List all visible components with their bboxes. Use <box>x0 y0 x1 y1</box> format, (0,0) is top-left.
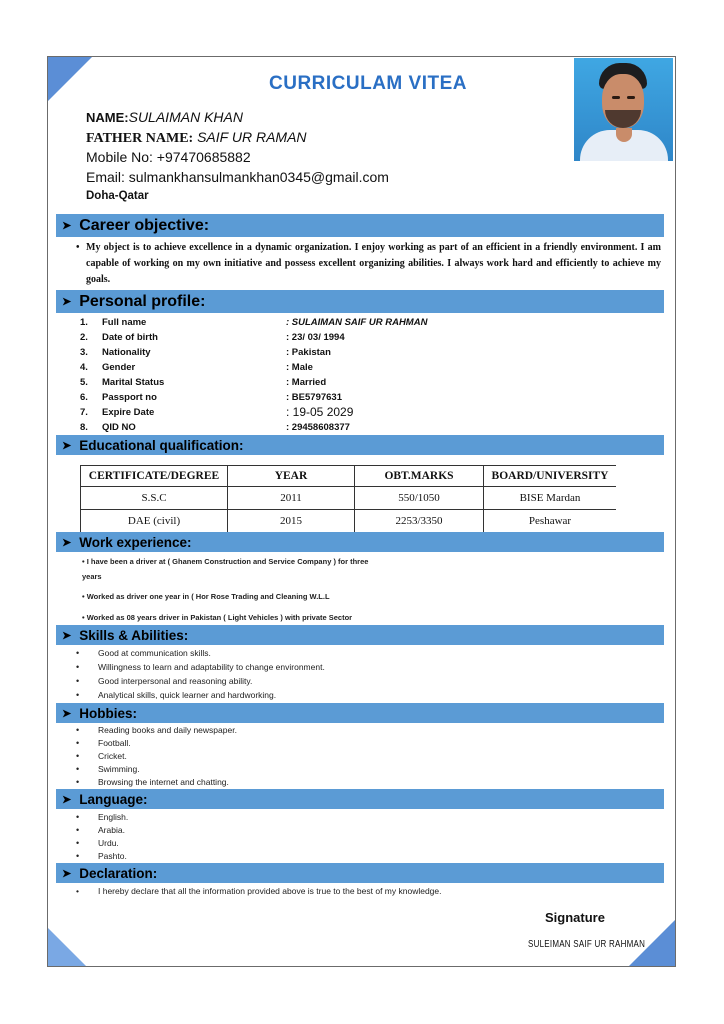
profile-row: 5. Marital Status : Married <box>80 377 327 388</box>
education-table <box>80 465 616 533</box>
section-work-experience: ➤ Work experience: <box>56 532 664 552</box>
profile-row: 8. QID NO : 29458608377 <box>80 422 350 433</box>
profile-row: 6. Passport no : BE5797631 <box>80 392 342 403</box>
career-objective-text: • My object is to achieve excellence in a dynamic organization. I enjoy working as part of an efficient in a friendly environment. I am capable of working on my own initiative and possess excellent organizing abilities. I always work hard and efficiently to achieve my goals. <box>76 242 661 285</box>
list-item: • Urdu. <box>74 837 128 850</box>
language-list <box>74 811 128 863</box>
arrow-icon: ➤ <box>62 296 72 308</box>
list-item: • Browsing the internet and chatting. <box>74 776 237 789</box>
table-cell: Peshawar <box>484 510 617 533</box>
list-item: • Good at communication skills. <box>74 646 325 660</box>
profile-row: 1. Full name : SULAIMAN SAIF UR RAHMAN <box>80 317 428 328</box>
profile-row: 2. Date of birth : 23/ 03/ 1994 <box>80 332 345 343</box>
section-educational-qualification: ➤ Educational qualification: <box>56 435 664 455</box>
section-career-objective: ➤ Career objective: <box>56 214 664 237</box>
location-line: Doha-Qatar <box>86 190 149 202</box>
table-cell: 2011 <box>228 487 355 510</box>
table-cell: S.S.C <box>81 487 228 510</box>
list-item: • Analytical skills, quick learner and hardworking. <box>74 688 325 702</box>
signature-name: SULEIMAN SAIF UR RAHMAN <box>528 939 646 950</box>
table-header: OBT.MARKS <box>355 466 484 487</box>
email-line: Email: sulmankhansulmankhan0345@gmail.com <box>86 169 389 185</box>
name-line <box>86 109 243 125</box>
section-skills-abilities: ➤ Skills & Abilities: <box>56 625 664 645</box>
corner-decoration-top-left <box>48 57 92 101</box>
father-name-line <box>86 129 307 147</box>
section-hobbies: ➤ Hobbies: <box>56 703 664 723</box>
table-cell: 2253/3350 <box>355 510 484 533</box>
name-value: SULAIMAN KHAN <box>128 109 243 125</box>
father-label: FATHER NAME: <box>86 131 194 146</box>
section-declaration: ➤ Declaration: <box>56 863 664 883</box>
name-label: NAME: <box>86 110 129 125</box>
list-item: • Pashto. <box>74 850 128 863</box>
work-item: • Worked as 08 years driver in Pakistan ( Light Vehicles ) with private Sector <box>82 613 353 622</box>
bullet-icon: • <box>76 242 80 253</box>
arrow-icon: ➤ <box>62 707 72 720</box>
mobile-line: Mobile No: +97470685882 <box>86 149 251 165</box>
table-cell: 2015 <box>228 510 355 533</box>
arrow-icon: ➤ <box>62 439 72 452</box>
list-item: • Cricket. <box>74 750 237 763</box>
arrow-icon: ➤ <box>62 629 72 642</box>
table-row <box>81 510 617 533</box>
profile-row: 7. Expire Date : 19-05 2029 <box>80 405 354 419</box>
list-item: • Football. <box>74 737 237 750</box>
table-cell: BISE Mardan <box>484 487 617 510</box>
work-item: • I have been a driver at ( Ghanem Construction and Service Company ) for three <box>82 557 369 566</box>
list-item: • English. <box>74 811 128 824</box>
profile-row: 4. Gender : Male <box>80 362 313 373</box>
cv-title: CURRICULAM VITEA <box>269 73 467 94</box>
arrow-icon: ➤ <box>62 220 72 232</box>
cv-page <box>47 56 676 967</box>
declaration-text: • I hereby declare that all the information provided above is true to the best of my knowledge. <box>74 886 442 896</box>
work-item-continued: years <box>82 572 102 581</box>
hobbies-list <box>74 724 237 789</box>
father-value: SAIF UR RAMAN <box>193 129 307 145</box>
list-item: • Reading books and daily newspaper. <box>74 724 237 737</box>
signature-label: Signature <box>545 910 605 925</box>
corner-decoration-bottom-left <box>48 928 86 966</box>
list-item: • Willingness to learn and adaptability to change environment. <box>74 660 325 674</box>
arrow-icon: ➤ <box>62 536 72 549</box>
section-personal-profile: ➤ Personal profile: <box>56 290 664 313</box>
table-cell: 550/1050 <box>355 487 484 510</box>
table-header: BOARD/UNIVERSITY <box>484 466 617 487</box>
table-header: CERTIFICATE/DEGREE <box>81 466 228 487</box>
list-item: • Good interpersonal and reasoning ability. <box>74 674 325 688</box>
arrow-icon: ➤ <box>62 867 72 880</box>
list-item: • Swimming. <box>74 763 237 776</box>
skills-list <box>74 646 325 702</box>
table-header-row <box>81 466 617 487</box>
section-language: ➤ Language: <box>56 789 664 809</box>
table-row <box>81 487 617 510</box>
table-header: YEAR <box>228 466 355 487</box>
arrow-icon: ➤ <box>62 793 72 806</box>
work-item: • Worked as driver one year in ( Hor Rose Trading and Cleaning W.L.L <box>82 592 330 601</box>
profile-row: 3. Nationality : Pakistan <box>80 347 331 358</box>
list-item: • Arabia. <box>74 824 128 837</box>
table-cell: DAE (civil) <box>81 510 228 533</box>
profile-photo <box>574 58 673 161</box>
